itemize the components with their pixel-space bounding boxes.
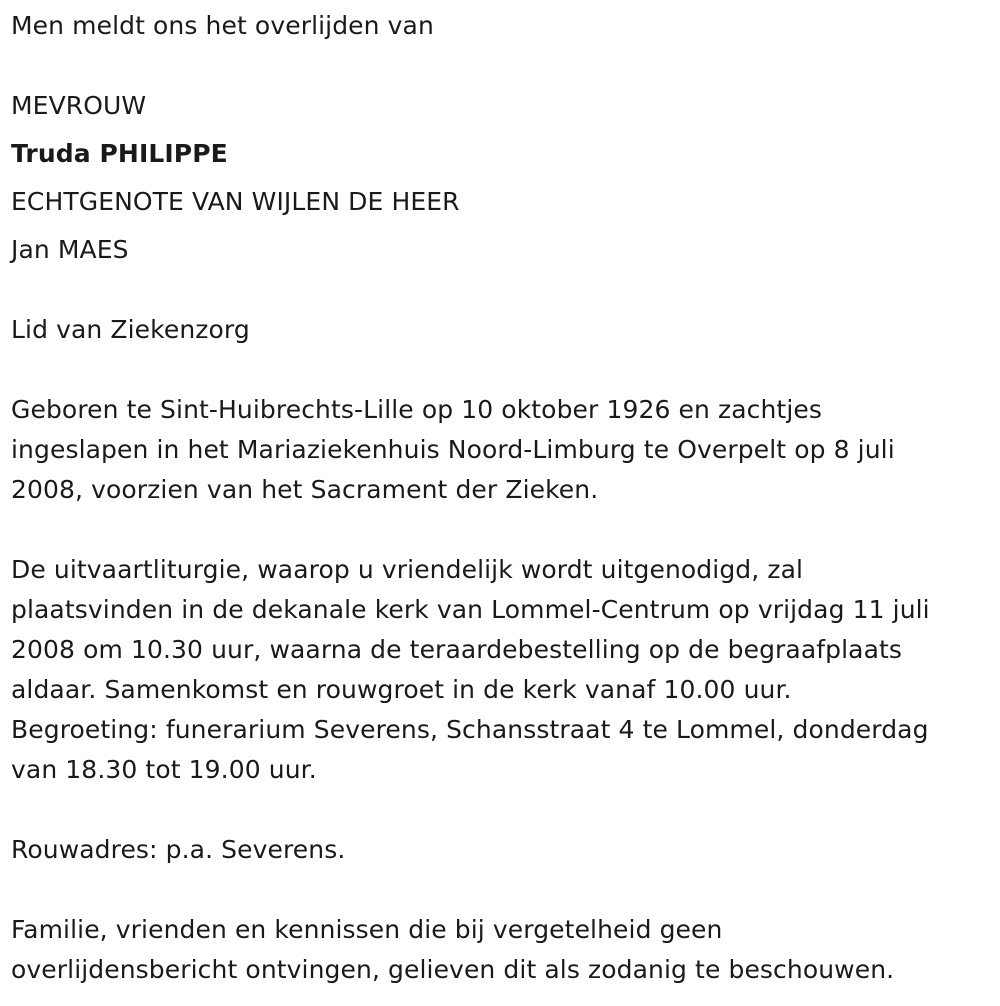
paragraph-line: De uitvaartliturgie, waarop u vriendelijk wordt uitgenodigd, zal xyxy=(11,555,804,584)
paragraph-line: Geboren te Sint-Huibrechts-Lille op 10 oktober 1926 en zachtjes xyxy=(11,395,822,424)
deceased-name: Truda PHILIPPE xyxy=(11,139,228,168)
relation-text: ECHTGENOTE VAN WIJLEN DE HEER xyxy=(11,187,460,216)
paragraph-line: Familie, vrienden en kennissen die bij vergetelheid geen xyxy=(11,915,723,944)
membership-text: Lid van Ziekenzorg xyxy=(11,315,250,344)
paragraph-line: 2008, voorzien van het Sacrament der Zieken. xyxy=(11,475,599,504)
intro-text: Men meldt ons het overlijden van xyxy=(11,11,434,40)
paragraph-line: Begroeting: funerarium Severens, Schansstraat 4 te Lommel, donderdag xyxy=(11,715,929,744)
paragraph-line: 2008 om 10.30 uur, waarna de teraardebestelling op de begraafplaats xyxy=(11,635,903,664)
paragraph-line: overlijdensbericht ontvingen, gelieven dit als zodanig te beschouwen. xyxy=(11,955,895,984)
paragraph-line: plaatsvinden in de dekanale kerk van Lommel-Centrum op vrijdag 11 juli xyxy=(11,595,930,624)
paragraph-line: ingeslapen in het Mariaziekenhuis Noord-Limburg te Overpelt op 8 juli xyxy=(11,435,895,464)
paragraph-line: aldaar. Samenkomst en rouwgroet in de kerk vanaf 10.00 uur. xyxy=(11,675,792,704)
paragraph-line: van 18.30 tot 19.00 uur. xyxy=(11,755,317,784)
spouse-name: Jan MAES xyxy=(11,235,129,264)
mourning-address: Rouwadres: p.a. Severens. xyxy=(11,835,346,864)
title-text: MEVROUW xyxy=(11,91,147,120)
